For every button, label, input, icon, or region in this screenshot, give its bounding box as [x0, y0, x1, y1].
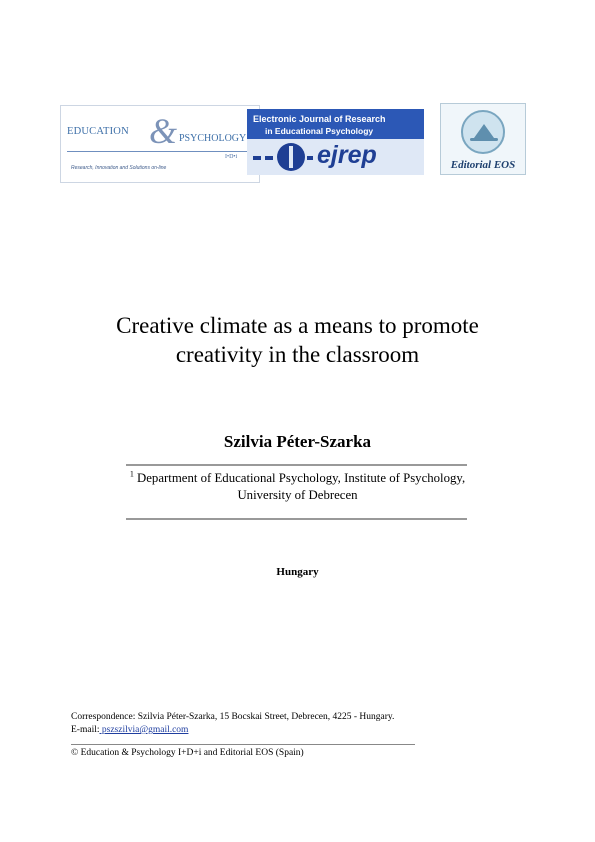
ejrep-symbol-icon [277, 143, 305, 171]
ejrep-dash [307, 156, 313, 160]
logo-text-psychology: PSYCHOLOGY [179, 133, 247, 144]
logo-tagline: Research, Innovation and Solutions on-line [71, 165, 167, 171]
email-label: E-mail: [71, 725, 100, 735]
copyright-text: © Education & Psychology I+D+i and Editorial EOS (Spain) [71, 748, 304, 758]
eos-emblem-icon [461, 110, 505, 154]
ejrep-title-line2: in Educational Psychology [265, 126, 374, 136]
affiliation-line-1: Department of Educational Psychology, Institute of Psychology, [133, 471, 466, 485]
ejrep-dash [265, 156, 273, 160]
logo-ampersand: & [149, 111, 178, 151]
affiliation-marker: 1 [129, 469, 134, 479]
affiliation-line-2: University of Debrecen [237, 488, 358, 502]
ejrep-logo [247, 109, 424, 175]
ejrep-title-line1: Electronic Journal of Research [253, 114, 386, 124]
wave-icon [470, 138, 498, 141]
eos-name: Editorial EOS [450, 159, 516, 171]
author-name: Szilvia Péter-Szarka [223, 432, 372, 451]
paper-title [0, 311, 595, 369]
logo-text-education: EDUCATION [67, 126, 129, 137]
correspondence-text: Correspondence: Szilvia Péter-Szarka, 15 Bocskai Street, Debrecen, 4225 - Hungary. [71, 712, 395, 722]
affiliation-bottom-rule [126, 518, 467, 520]
ejrep-dash [253, 156, 261, 160]
country: Hungary [276, 566, 319, 578]
footer-rule [71, 744, 415, 745]
affiliation-top-rule [126, 464, 467, 466]
logo-idi: I•D•i [225, 154, 238, 160]
affiliation [0, 470, 595, 504]
title-line-1: Creative climate as a means to promote [116, 313, 479, 338]
ejrep-banner [247, 109, 424, 139]
education-psychology-logo [60, 105, 260, 183]
email-line [71, 725, 188, 735]
editorial-eos-logo [440, 103, 526, 175]
logo-divider [67, 151, 253, 152]
email-link[interactable]: pszszilvia@gmail.com [99, 725, 189, 735]
mountain-icon [474, 124, 494, 138]
ejrep-brand-area [247, 139, 424, 175]
ejrep-brand: ejrep [317, 141, 377, 169]
title-line-2: creativity in the classroom [175, 342, 420, 367]
